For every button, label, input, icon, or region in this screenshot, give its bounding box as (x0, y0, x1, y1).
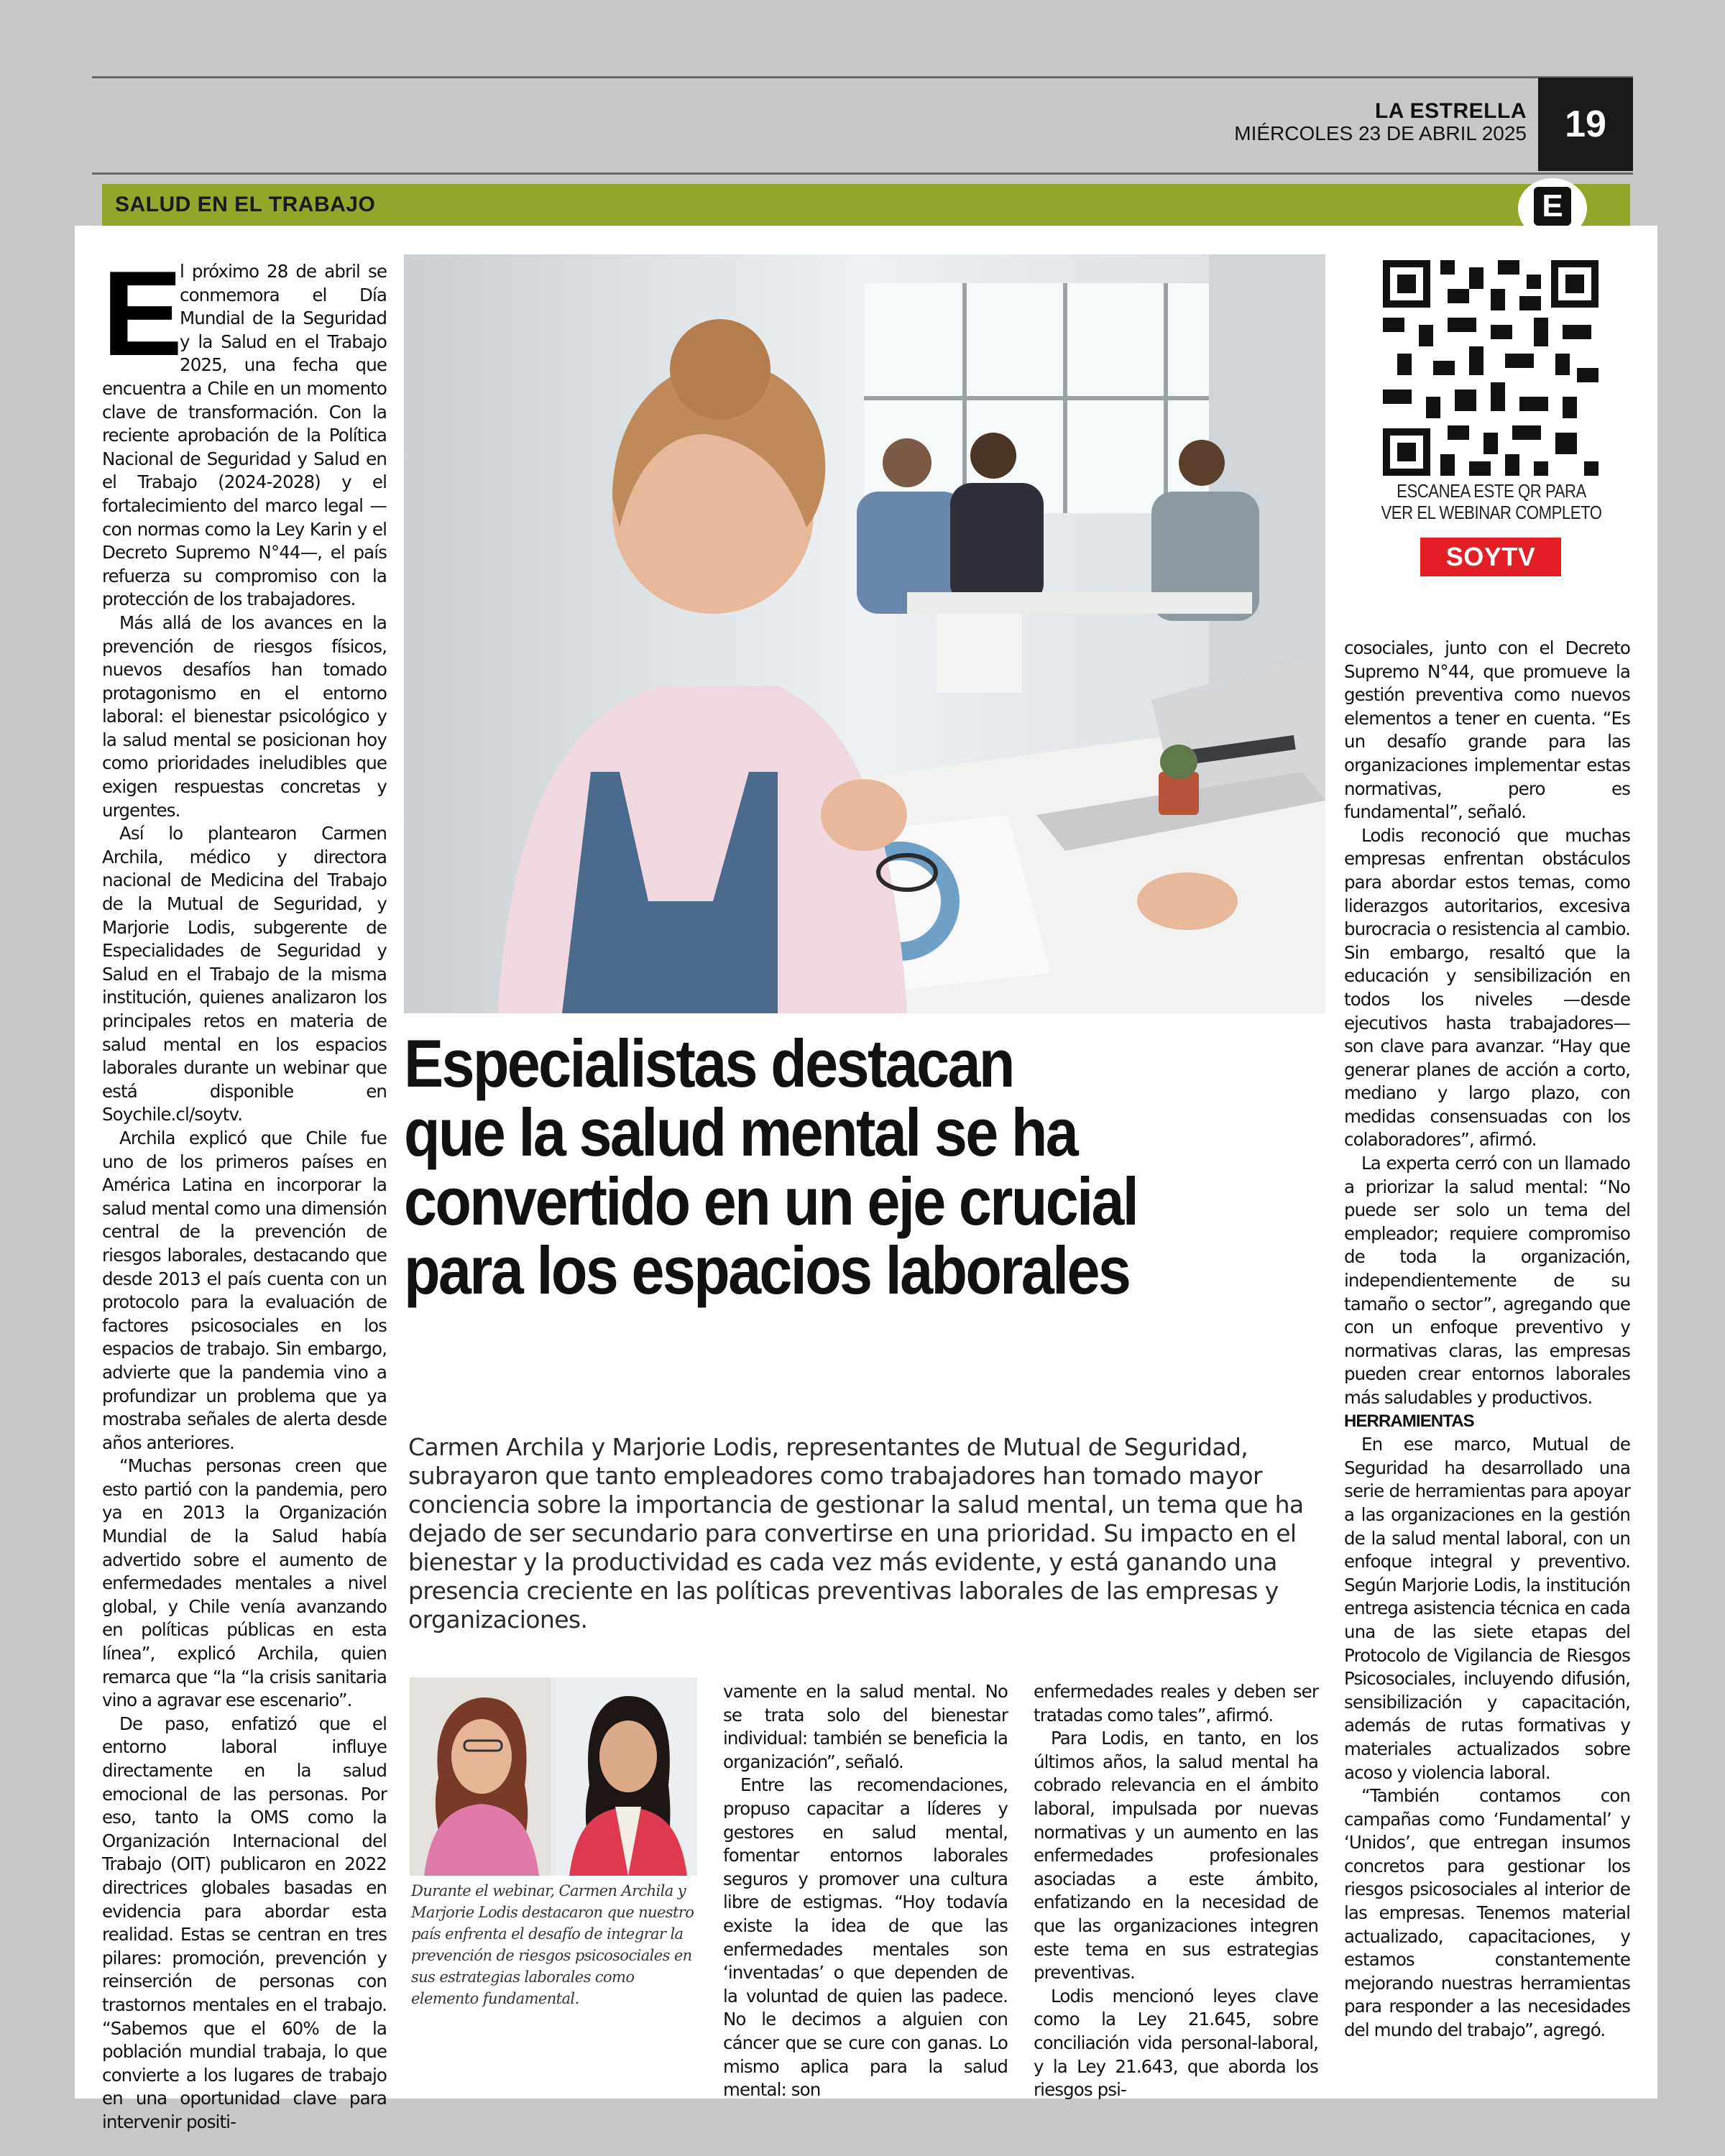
qr-code[interactable] (1383, 260, 1598, 476)
article-column-3 (1034, 1680, 1318, 2102)
article-column-1 (102, 246, 387, 2134)
paragraph: Para Lodis, en tanto, en los últimos años, la salud mental ha cobrado relevancia en el ámbito laboral, impulsada por nuevas normativas y un aumento en las enfermedades profesionales asociadas a este ámbito, enfatizando en la necesidad de que las organizaciones integren este tema en sus estrategias preventivas. (1034, 1728, 1318, 1984)
speakers-photo-illustration (410, 1677, 697, 1876)
section-bar (102, 184, 1630, 230)
office-photo (404, 254, 1325, 1013)
paragraph: enfermedades reales y deben ser tratadas como tales”, afirmó. (1034, 1681, 1318, 1726)
logo-letter: E (1534, 187, 1571, 226)
paragraph: En ese marco, Mutual de Seguridad ha desarrollado una serie de herramientas para apoyar a las organizaciones en la gestión de la salud mental laboral, con un enfoque integral y preventivo. Según Marjorie Lodis, la institución entrega asistencia técnica en cada una de las siete etapas del Protocolo de Vigilancia de Riesgos Psicosociales, incluyendo difusión, sensibilización y capacitación, además de rutas formativas y materiales actualizados sobre acoso y violencia laboral. (1344, 1434, 1630, 1783)
paragraph: vamente en la salud mental. No se trata solo del bienestar individual: también se beneficia la organización”, señaló. (723, 1681, 1008, 1772)
headline: Especialistas destacan que la salud mental se ha convertido en un eje crucial para los espacios laborales (404, 1026, 1138, 1308)
photo-caption: Durante el webinar, Carmen Archila y Marjorie Lodis destacaron que nuestro país enfrenta el desafío de integrar la prevención de riesgos psicosociales en sus estrategias laborales como elemento fundamental. (411, 1882, 694, 2007)
article-column-2 (723, 1680, 1008, 2102)
issue-date: MIÉRCOLES 23 DE ABRIL 2025 (1234, 122, 1527, 144)
article-column-right (1344, 637, 1630, 2042)
masthead (1234, 101, 1527, 144)
estrella-logo-icon (1518, 178, 1587, 239)
qr-code-icon (1383, 260, 1598, 476)
paragraph: De paso, enfatizó que el entorno laboral influye directamente en la salud emocional de las personas. Por eso, tanto la OMS como la Organización Internacional del Trabajo (OIT) publicaron en 2022 directrices globales basadas en evidencia para abordar esta realidad. Estas se centran en tres pilares: promoción, prevención y reinserción de personas con trastornos mentales en el trabajo. “Sabemos que el 60% de la población mundial trabaja, lo que convierte a los lugares de trabajo en una oportunidad clave para intervenir positi- (102, 1713, 387, 2132)
paragraph: La experta cerró con un llamado a priorizar la salud mental: “No puede ser solo un tema del empleador; requiere compromiso de toda la organización, independientemente de su tamaño o sector”, agregando que con un enfoque preventivo y normativas claras, las empresas pueden crear entornos laborales más saludables y productivos. (1344, 1153, 1630, 1408)
soytv-logo[interactable]: SOYTV (1420, 538, 1561, 576)
office-photo-illustration (404, 254, 1325, 1013)
paragraph: cosociales, junto con el Decreto Supremo N°44, que promueve la gestión preventiva como nuevos elementos a tener en cuenta. “Es un desafío grande para las organizaciones implementar estas normativas, pero es fundamental”, señaló. (1344, 637, 1630, 823)
publication-name: LA ESTRELLA (1374, 99, 1527, 123)
paragraph: “Muchas personas creen que esto partió con la pandemia, pero ya en 2013 la Organización Mundial de la Salud había advertido sobre el aumento de enfermedades mentales a nivel global, y Chile venía avanzando en políticas públicas en esta línea”, explicó Archila, quien remarca que “la “la crisis sanitaria vino a agravar ese escenario”. (102, 1455, 387, 1711)
opening-paragraph: E l próximo 28 de abril se conmemora el Día Mundial de la Seguridad y la Salud en el Trabajo 2025, una fecha que encuentra a Chile en un momento clave de transformación. Con la reciente aprobación de la Política Nacional de Seguridad y Salud en el Trabajo (2024-2028) y el fortalecimiento del marco legal —con normas como la Ley Karin y el Decreto Supremo N°44—, el país refuerza su compromiso con la protección de los trabajadores. (102, 246, 387, 610)
section-label: SALUD EN EL TRABAJO (115, 193, 376, 216)
paragraph: Entre las recomendaciones, propuso capacitar a líderes y gestores en salud mental, fomentar entornos laborales seguros y promover una cultura libre de estigmas. “Hoy todavía existe la idea de que las enfermedades mentales son ‘inventadas’ o que dependen de la voluntad de quien las padece. No le decimos a alguien con cáncer que se cure con ganas. Lo mismo aplica para la salud mental: son (723, 1774, 1008, 2101)
paragraph: Archila explicó que Chile fue uno de los primeros países en América Latina en incorporar la salud mental como una dimensión central de la prevención de riesgos laborales, destacando que desde 2013 el país cuenta con un protocolo para la evaluación de factores psicosociales en los espacios de trabajo. Sin embargo, advierte que la pandemia vino a profundizar un problema que ya mostraba señales de alerta desde años anteriores. (102, 1127, 387, 1453)
paragraph: “También contamos con campañas como ‘Fundamental’ y ‘Unidos’, que entregan insumos concretos para gestionar los riesgos psicosociales al interior de las empresas. Tenemos material actualizado, capacitaciones, y estamos constantemente mejorando nuestras herramientas para responder a las necesidades del mundo del trabajo”, agregó. (1344, 1785, 1630, 2041)
paragraph: Así lo plantearon Carmen Archila, médico y directora nacional de Medicina del Trabajo de la Mutual de Seguridad, y Marjorie Lodis, subgerente de Especialidades de Seguridad y Salud en el Trabajo de la misma institución, quienes analizaron los principales retos en materia de salud mental en los espacios laborales durante un webinar que está disponible en Soychile.cl/soytv. (102, 823, 387, 1125)
paragraph: Lodis reconoció que muchas empresas enfrentan obstáculos para abordar estos temas, como liderazgos autoritarios, excesiva burocracia o resistencia al cambio. Sin embargo, resaltó que la educación y sensibilización en todos los niveles —desde ejecutivos hasta trabajadores— son clave para avanzar. “Hay que generar planes de acción a corto, mediano y largo plazo, con medidas consensuadas con los colaboradores”, afirmó. (1344, 824, 1630, 1151)
lead-paragraph: Carmen Archila y Marjorie Lodis, representantes de Mutual de Seguridad, subrayaron que tanto empleadores como trabajadores han tomado mayor conciencia sobre la importancia de gestionar la salud mental, un tema que ha dejado de ser secundario para convertirse en una prioridad. Su impacto en el bienestar y la productividad es cada vez más evidente, y está ganando una presencia creciente en las políticas preventivas laborales de las empresas y organizaciones. (408, 1433, 1304, 1634)
page-number: 19 (1538, 78, 1633, 171)
qr-caption: ESCANEA ESTE QR PARA VER EL WEBINAR COMPLETO (1381, 480, 1602, 523)
drop-cap: E (102, 246, 183, 381)
paragraph: Más allá de los avances en la prevención de riesgos físicos, nuevos desafíos han tomado protagonismo en el entorno laboral: el bienestar psicológico y la salud mental se posicionan hoy como prioridades ineludibles que exigen respuestas concretas y urgentes. (102, 612, 387, 821)
subhead-herramientas: HERRAMIENTAS (1344, 1411, 1474, 1431)
top-rule (92, 76, 1633, 78)
speakers-photo (410, 1677, 697, 1876)
header-rule (92, 172, 1633, 175)
paragraph: Lodis mencionó leyes clave como la Ley 21.645, sobre conciliación vida personal-laboral, y la Ley 21.643, que aborda los riesgos psi- (1034, 1985, 1318, 2101)
